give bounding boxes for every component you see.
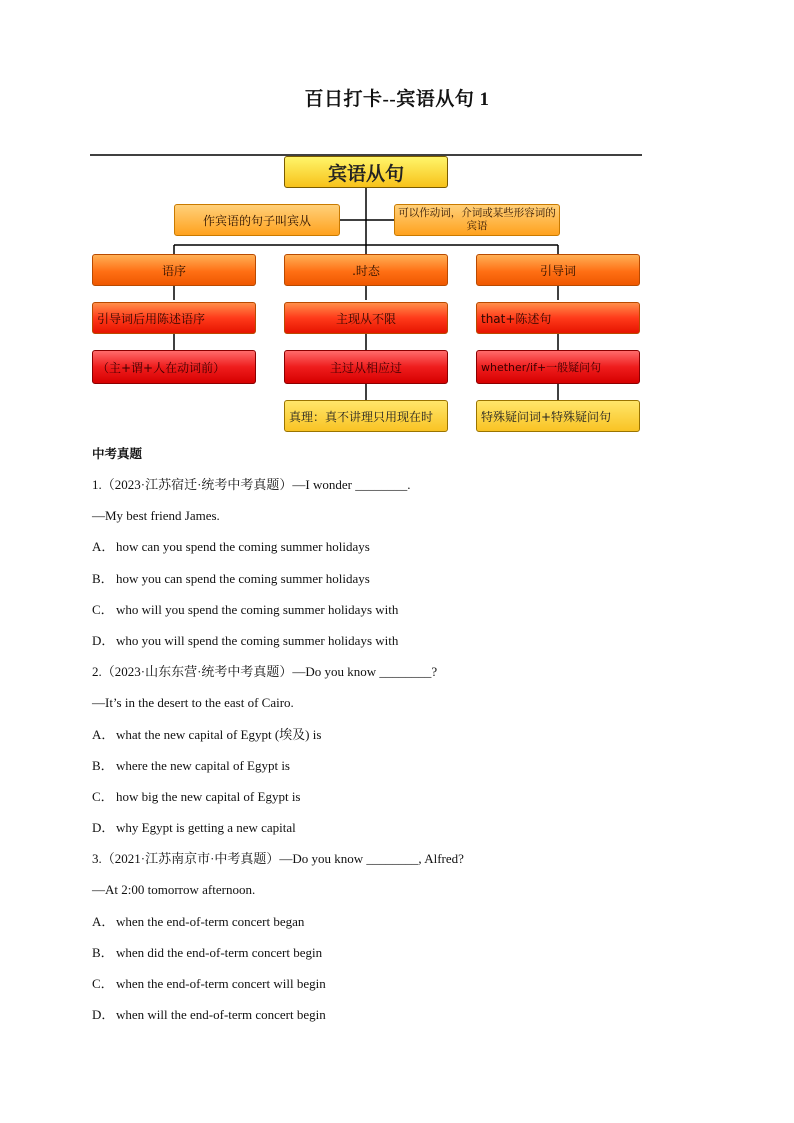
question-stem: 3.（2021·江苏南京市·中考真题）—Do you know ________, Alfred? — [92, 851, 464, 867]
word-order-rule: 引导词后用陈述语序 — [92, 302, 256, 334]
mind-map-diagram — [90, 150, 642, 435]
option-b[interactable] — [92, 756, 712, 787]
option-letter: C． — [92, 601, 114, 617]
tense-rule-past: 主过从相应过 — [284, 350, 448, 384]
option-text: who you will spend the coming summer holidays with — [116, 632, 399, 648]
option-c[interactable] — [92, 974, 712, 1005]
option-text: where the new capital of Egypt is — [116, 757, 290, 773]
root-node: 宾语从句 — [284, 156, 448, 188]
option-letter: B． — [92, 757, 114, 773]
function-node: 可以作动词，介词或某些形容词的宾语 — [394, 204, 560, 236]
option-letter: D． — [92, 632, 115, 648]
option-text: why Egypt is getting a new capital — [116, 820, 296, 836]
option-text: when will the end-of-term concert begin — [116, 1007, 326, 1023]
option-c[interactable] — [92, 600, 712, 631]
option-letter: B． — [92, 944, 114, 960]
option-a[interactable] — [92, 912, 712, 943]
option-a[interactable] — [92, 537, 712, 568]
option-text: what the new capital of Egypt (埃及) is — [116, 726, 322, 742]
question-reply: —It’s in the desert to the east of Cairo. — [92, 695, 294, 711]
branch-connectives: 引导词 — [476, 254, 640, 286]
option-letter: B． — [92, 570, 114, 586]
option-letter: C． — [92, 976, 114, 991]
branch-tense: .时态 — [284, 254, 448, 286]
connector-lines — [90, 150, 642, 435]
section-title: 中考真题 — [92, 446, 143, 461]
connective-whether-if: whether/if+一般疑问句 — [476, 350, 640, 384]
question-1 — [92, 475, 712, 662]
option-text: how big the new capital of Egypt is — [116, 788, 301, 804]
option-c[interactable] — [92, 787, 712, 818]
option-text: how can you spend the coming summer holidays — [116, 539, 370, 555]
option-b[interactable] — [92, 943, 712, 974]
option-text: when the end-of-term concert began — [116, 913, 305, 929]
option-d[interactable] — [92, 631, 712, 662]
question-3 — [92, 849, 712, 1036]
question-stem: 2.（2023·山东东营·统考中考真题）—Do you know ________? — [92, 664, 438, 680]
question-reply: —At 2:00 tomorrow afternoon. — [92, 882, 256, 898]
option-letter: A． — [92, 726, 115, 742]
option-text: who will you spend the coming summer holidays with — [116, 601, 399, 617]
option-letter: A． — [92, 913, 115, 929]
question-reply: —My best friend James. — [92, 508, 220, 524]
page-title: 百日打卡--宾语从句 1 — [304, 89, 490, 110]
option-letter: A． — [92, 539, 115, 555]
option-b[interactable] — [92, 569, 712, 600]
connective-that: that+陈述句 — [476, 302, 640, 334]
option-text: how you can spend the coming summer holidays — [116, 570, 370, 586]
option-d[interactable] — [92, 1005, 712, 1036]
option-d[interactable] — [92, 818, 712, 849]
option-a[interactable] — [92, 725, 712, 756]
definition-node: 作宾语的句子叫宾从 — [174, 204, 340, 236]
option-text: when the end-of-term concert will begin — [116, 976, 326, 991]
option-text: when did the end-of-term concert begin — [116, 944, 323, 960]
question-list — [92, 444, 712, 1036]
question-stem: 1.（2023·江苏宿迁·统考中考真题）—I wonder ________. — [92, 477, 411, 492]
branch-word-order: 语序 — [92, 254, 256, 286]
option-letter: D． — [92, 820, 115, 836]
question-2 — [92, 662, 712, 849]
word-order-detail: （主+谓+人在动词前） — [92, 350, 256, 384]
connective-wh-word: 特殊疑问词+特殊疑问句 — [476, 400, 640, 432]
tense-rule-present: 主现从不限 — [284, 302, 448, 334]
tense-rule-truth: 真理：真不讲理只用现在时 — [284, 400, 448, 432]
option-letter: D． — [92, 1007, 115, 1023]
option-letter: C． — [92, 788, 114, 804]
